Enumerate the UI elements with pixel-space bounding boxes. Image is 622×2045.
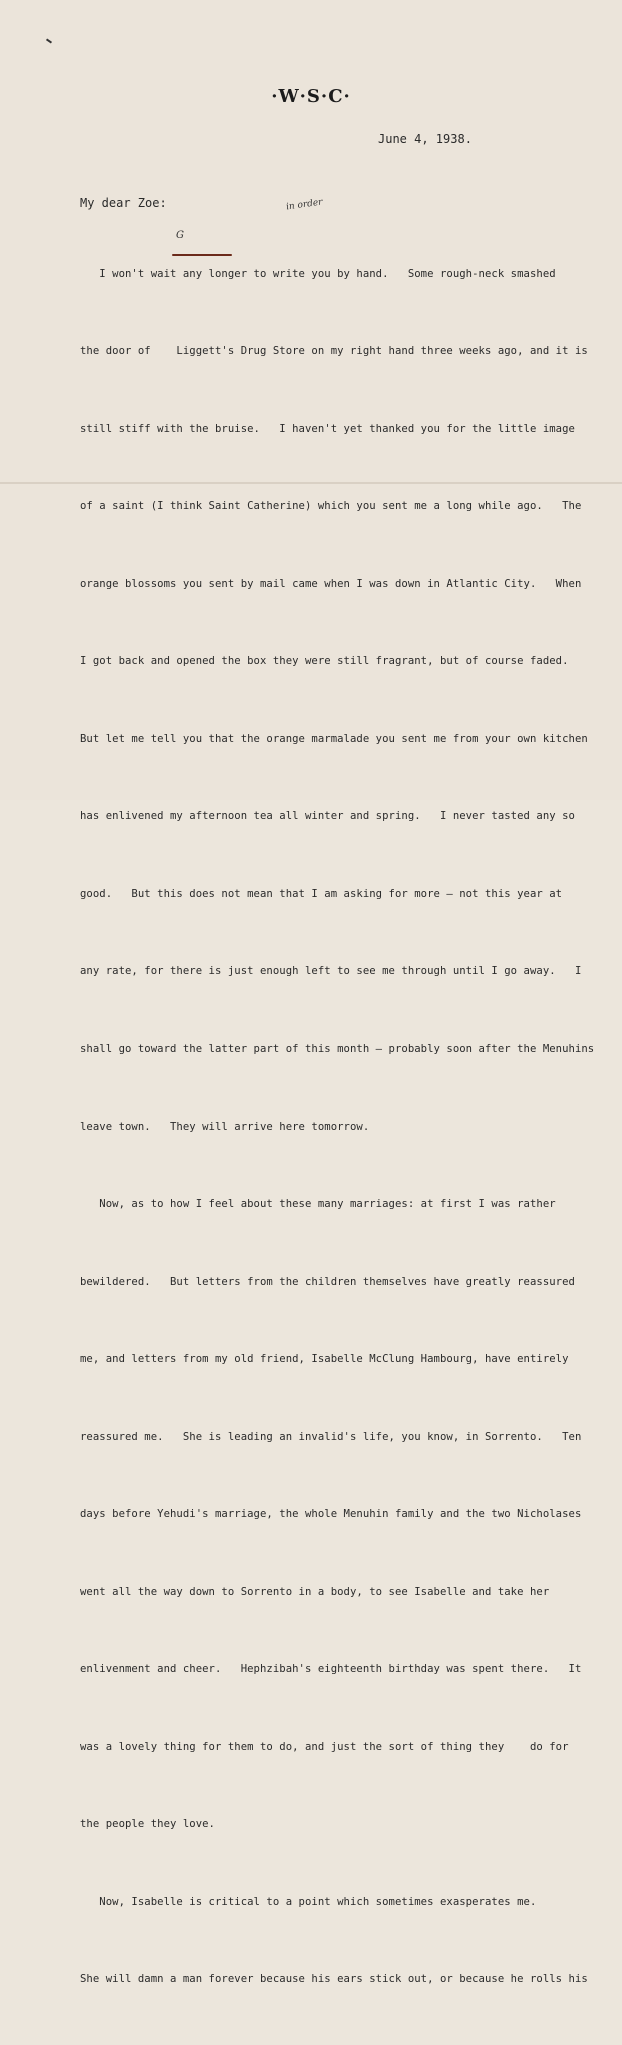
body-line: the door of Liggett's Drug Store on my right hand three weeks ago, and it is	[80, 345, 588, 358]
handwritten-correction: G	[176, 230, 184, 241]
body-line: bewildered. But letters from the children themselves have greatly reassured	[80, 1275, 575, 1288]
body-line: Now, Isabelle is critical to a point which sometimes exasperates me.	[80, 1895, 537, 1908]
letter-date: June 4, 1938.	[378, 132, 472, 146]
body-line: I won't wait any longer to write you by hand. Some rough-neck smashed	[80, 267, 556, 280]
body-line: enlivenment and cheer. Hephzibah's eighteenth birthday was spent there. It	[80, 1663, 582, 1676]
body-line: reassured me. She is leading an invalid's life, you know, in Sorrento. Ten	[80, 1430, 582, 1443]
body-line: has enlivened my afternoon tea all winter and spring. I never tasted any so	[80, 810, 575, 823]
body-line: was a lovely thing for them to do, and just the sort of thing they do for	[80, 1740, 569, 1753]
body-line: still stiff with the bruise. I haven't yet thanked you for the little image	[80, 422, 575, 435]
body-line: shall go toward the latter part of this month — probably soon after the Menuhins	[80, 1043, 595, 1055]
handwritten-insertion: in order	[285, 197, 324, 213]
body-line: any rate, for there is just enough left to see me through until I go away. I	[80, 965, 582, 978]
body-line: leave town. They will arrive here tomorrow.	[80, 1120, 370, 1133]
body-line: me, and letters from my old friend, Isabelle McClung Hambourg, have entirely	[80, 1353, 569, 1366]
body-line: orange blossoms you sent by mail came when I was down in Atlantic City. When	[80, 577, 582, 590]
body-line: went all the way down to Sorrento in a body, to see Isabelle and take her	[80, 1585, 550, 1598]
letterhead-monogram: ·W·S·C·	[271, 86, 351, 107]
salutation: My dear Zoe:	[80, 196, 167, 210]
body-line: of a saint (I think Saint Catherine) which you sent me a long while ago. The	[80, 500, 582, 513]
letter-body	[80, 210, 595, 2045]
body-line: I got back and opened the box they were still fragrant, but of course faded.	[80, 655, 569, 668]
body-line: She will damn a man forever because his ears stick out, or because he rolls his	[80, 1973, 588, 1986]
ink-speck	[46, 38, 52, 43]
body-line: days before Yehudi's marriage, the whole Menuhin family and the two Nicholases	[80, 1508, 582, 1521]
body-line: But let me tell you that the orange marmalade you sent me from your own kitchen	[80, 732, 588, 745]
body-line: the people they love.	[80, 1818, 215, 1831]
body-line: good. But this does not mean that I am asking for more — not this year at	[80, 887, 563, 900]
body-line: Now, as to how I feel about these many marriages: at first I was rather	[80, 1198, 556, 1211]
